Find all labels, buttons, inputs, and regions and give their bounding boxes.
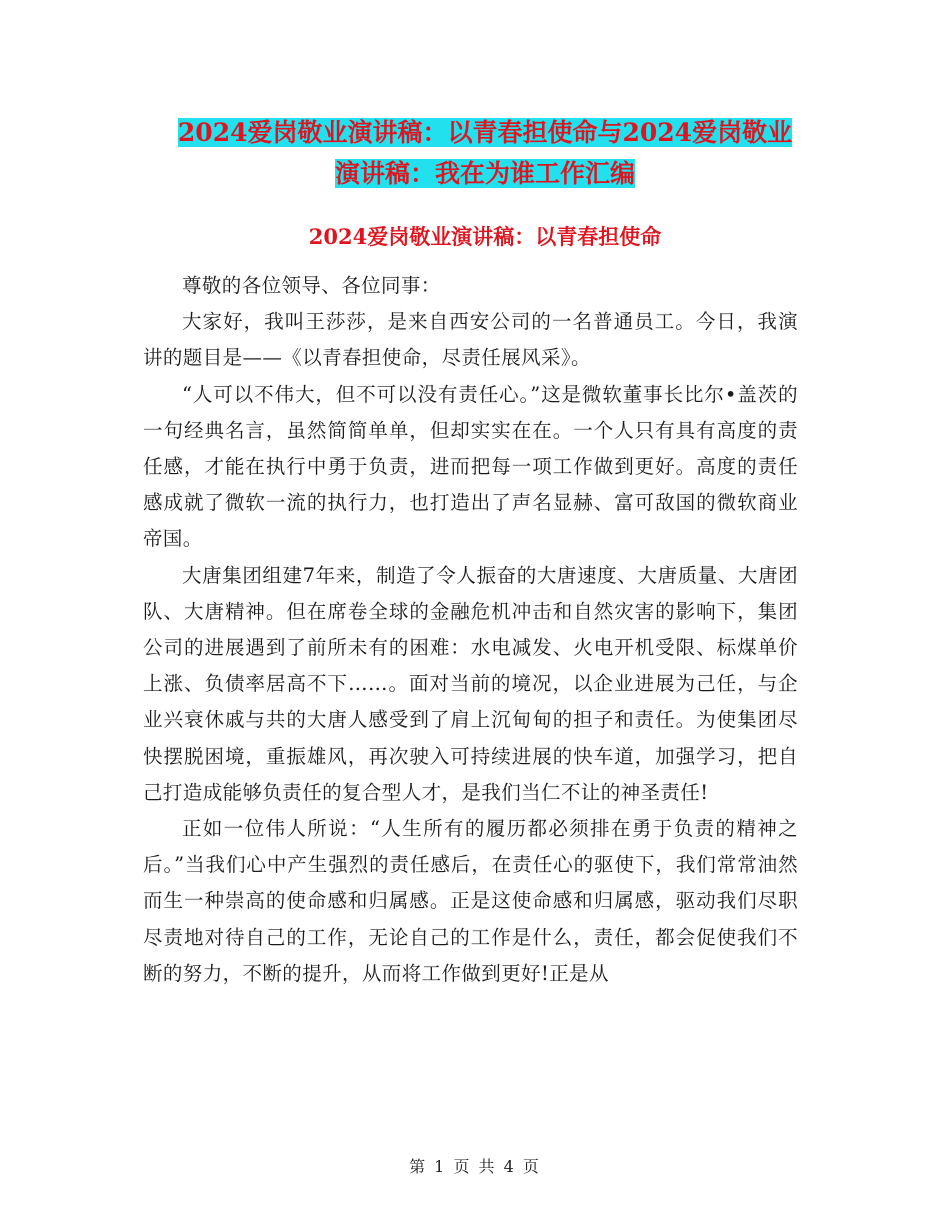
title-line-2: 演讲稿：我在为谁工作汇编	[334, 159, 635, 188]
paragraph: 正如一位伟人所说：“人生所有的履历都必须排在勇于负责的精神之后。”当我们心中产生强烈的责任感后，在责任心的驱使下，我们常常油然而生一种崇高的使命感和归属感。正是这使命感和归属感，驱动我们尽职尽责地对待自己的工作，无论自己的工作是什么，责任，都会促使我们不断的努力，不断的提升，从而将工作做到更好!正是从	[143, 817, 798, 985]
paragraph: 大家好，我叫王莎莎，是来自西安公司的一名普通员工。今日，我演讲的题目是——《以青春担使命，尽责任展风采》。	[143, 310, 798, 370]
paragraph: “人可以不伟大，但不可以没有责任心。”这是微软董事长比尔•盖茨的一句经典名言，虽然简简单单，但却实实在在。一个人只有具有高度的责任感，才能在执行中勇于负责，进而把每一项工作做到更好。高度的责任感成就了微软一流的执行力，也打造出了声名显赫、富可敌国的微软商业帝国。	[143, 382, 798, 551]
document-body	[143, 268, 798, 992]
paragraph: 尊敬的各位领导、各位同事：	[182, 274, 441, 297]
document-title	[140, 112, 830, 194]
page-footer: 第 1 页 共 4 页	[409, 1157, 541, 1176]
paragraph: 大唐集团组建7年来，制造了令人振奋的大唐速度、大唐质量、大唐团队、大唐精神。但在席卷全球的金融危机冲击和自然灾害的影响下，集团公司的进展遇到了前所未有的困难：水电减发、火电开机受限、标煤单价上涨、负债率居高不下……。面对当前的境况，以企业进展为己任，与企业兴衰休戚与共的大唐人感受到了肩上沉甸甸的担子和责任。为使集团尽快摆脱困境，重振雄风，再次驶入可持续进展的快车道，加强学习，把自己打造成能够负责任的复合型人才，是我们当仁不让的神圣责任!	[143, 563, 798, 804]
title-line-1: 2024爱岗敬业演讲稿：以青春担使命与2024爱岗敬业	[177, 118, 793, 147]
section-subtitle: 2024爱岗敬业演讲稿：以青春担使命	[308, 224, 662, 249]
